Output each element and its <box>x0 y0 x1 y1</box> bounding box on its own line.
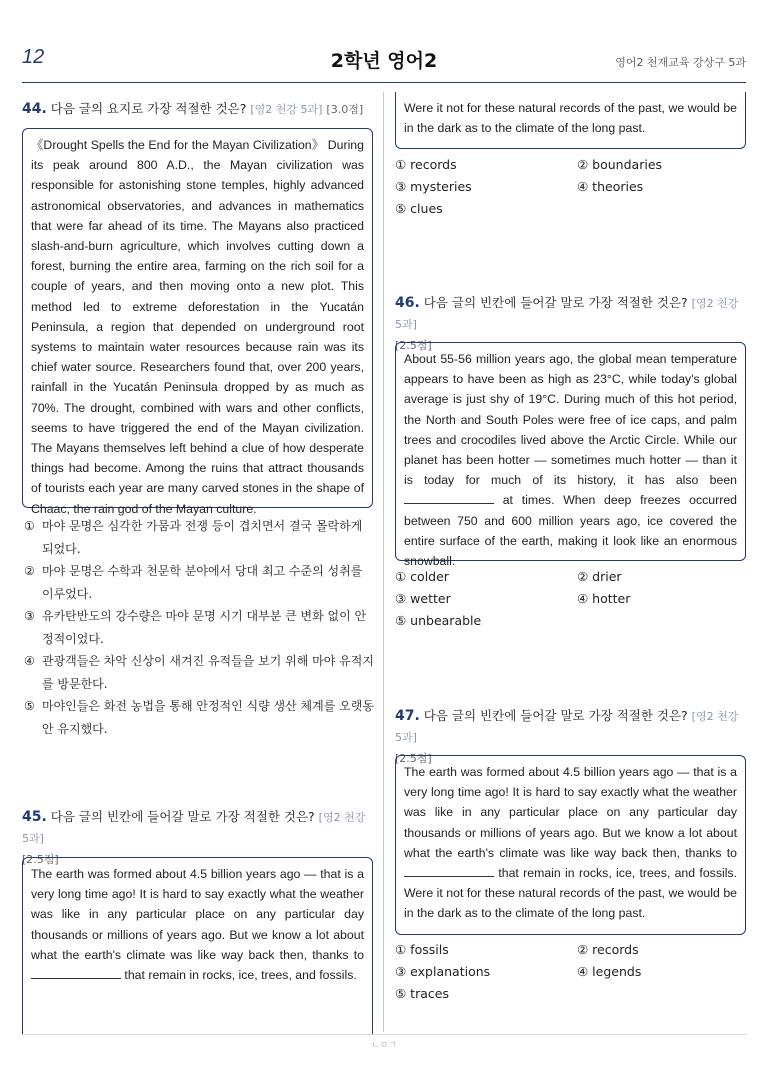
column-divider <box>383 92 384 1032</box>
q47-prompt: 다음 글의 빈칸에 들어갈 말로 가장 적절한 것은? <box>423 708 688 723</box>
q46-option-5[interactable]: ⑤ unbearable <box>395 613 482 628</box>
q46-option-4[interactable]: ④ hotter <box>577 591 631 606</box>
q46-prompt: 다음 글의 빈칸에 들어갈 말로 가장 적절한 것은? <box>423 295 688 310</box>
page-number: 12 <box>22 46 45 68</box>
q44-option-3[interactable]: ③ 유카탄반도의 강수량은 마야 문명 시기 대부분 큰 변화 없이 안정적이었다. <box>24 609 367 646</box>
q44-option-1[interactable]: ① 마야 문명은 심각한 가뭄과 전쟁 등이 겹치면서 결국 몰락하게 되었다. <box>24 519 363 556</box>
q45-points: [2.5점] <box>22 853 59 866</box>
q47-option-5[interactable]: ⑤ traces <box>395 986 449 1001</box>
q44-prompt: 다음 글의 요지로 가장 적절한 것은? <box>50 101 247 116</box>
q44-passage-box <box>22 128 373 516</box>
q47-passage-after: that remain in rocks, ice, trees, and fossils. Were it not for these natural records of the past, we would be in the dark as to the climate of the long past. <box>404 866 737 921</box>
q46-passage-after: at times. When deep freezes occurred between 750 and 600 million years ago, ice covered the entire surface of the earth, making it look like an enormous snowball. <box>404 493 737 569</box>
footer-rule <box>22 1034 746 1035</box>
q47-passage-before: The earth was formed about 4.5 billion years ago — that is a very long time ago! It is hard to say exactly what the weather was like in any particular place on any particular day thousands or millions of years ago. But we know a lot about what the earth's climate was like way back then, thanks to <box>404 765 737 860</box>
q44-options <box>24 515 374 740</box>
q46-passage-before: About 55-56 million years ago, the global mean temperature appears to have been as high as 23°C, while today's global average is just shy of 19°C. During much of this hot period, the North and South Poles were free of ice caps, and palm trees and crocodiles lived above the Arctic Circle. While our planet has been hotter — sometimes much hotter — than it is today for much of its history, it has also been <box>404 352 737 488</box>
q44-option-4[interactable]: ④ 관광객들은 차악 신상이 새겨진 유적들을 보기 위해 마야 유적지를 방문한다. <box>24 654 374 691</box>
q46-blank <box>404 491 494 504</box>
q46-option-1[interactable]: ① colder <box>395 569 449 584</box>
q44-option-2[interactable]: ② 마야 문명은 수학과 천문학 분야에서 당대 최고 수준의 성취를 이루었다. <box>24 564 363 601</box>
q45-passage-after: that remain in rocks, ice, trees, and fossils. <box>124 968 357 983</box>
page-title: 2학년 영어2 <box>330 50 438 72</box>
q47-option-4[interactable]: ④ legends <box>577 964 642 979</box>
q47-option-2[interactable]: ② records <box>577 942 639 957</box>
q47-tag: [영2 천강 5과] <box>395 710 739 744</box>
q45-passage-box <box>22 857 373 1034</box>
footer-mark: ㄴㅇㄱ <box>370 1041 398 1051</box>
q47-blank <box>404 864 494 877</box>
q45-blank <box>31 966 121 979</box>
page-header <box>0 0 768 72</box>
q46-passage-box <box>395 342 746 569</box>
q44-passage: 《Drought Spells the End for the Mayan Civilization》 During its peak around 800 A.D., the Mayan civilization was responsible for astonishing stone temples, highly advanced astronomical observatories, and advances in mathematics that were far ahead of its time. The Mayans also practiced slash-and-burn agriculture, which involves cutting down a forest, burning the entire area, farming on the rich soil for a couple of years, and then moving onto a new plot. This method led to extreme deforestation in the Yucatán Peninsula, a region that depended on underground root systems to maintain water resources because rain was its chief water source. Researchers found that, over 200 years, rainfall in the Yucatán Peninsula dropped by as much as 70%. The drought, combined with wars and other conflicts, seems to have triggered the end of the Mayan civilization. The Mayans themselves left behind a clue of how desperate things had become. Among the ruins that attract thousands of tourists each year are many carved stones in the shape of Chaac, the rain god of the Mayan culture. <box>31 138 364 516</box>
q45-prompt: 다음 글의 빈칸에 들어갈 말로 가장 적절한 것은? <box>50 809 315 824</box>
q47-option-1[interactable]: ① fossils <box>395 942 449 957</box>
q45-option-4[interactable]: ④ theories <box>577 179 644 194</box>
q46-option-2[interactable]: ② drier <box>577 569 622 584</box>
q44-tag: [영2 천강 5과] <box>250 103 323 116</box>
q45-tag: [영2 천강 5과] <box>22 811 366 845</box>
q47-number: 47. <box>395 708 420 724</box>
q44-option-5[interactable]: ⑤ 마야인들은 화전 농법을 통해 안정적인 식량 생산 체계를 오랫동안 유지했다. <box>24 699 374 736</box>
q47-options <box>395 939 759 1005</box>
q45-option-3[interactable]: ③ mysteries <box>395 179 472 194</box>
q46-points: [2.5점] <box>395 339 432 352</box>
q44-points: [3.0점] <box>326 103 364 116</box>
q46-tag: [영2 천강 5과] <box>395 297 739 331</box>
q45-option-2[interactable]: ② boundaries <box>577 157 663 172</box>
q44-header <box>22 99 372 120</box>
q45-options <box>395 154 759 220</box>
q47-points: [2.5점] <box>395 752 432 765</box>
course-label: 영어2 천재교육 강상구 5과 <box>615 56 746 69</box>
q45-passage-before: The earth was formed about 4.5 billion years ago — that is a very long time ago! It is hard to say exactly what the weather was like in any particular place on any particular day thousands or millions of years ago. But we know a lot about what the earth's climate was like way back then, thanks to <box>31 867 364 962</box>
q46-options <box>395 566 759 632</box>
q45-continued-text: Were it not for these natural records of the past, we would be in the dark as to the climate of the long past. <box>404 101 737 136</box>
q45-passage-continued <box>395 92 746 149</box>
q44-number: 44. <box>22 101 47 117</box>
header-rule <box>22 82 746 83</box>
q46-option-3[interactable]: ③ wetter <box>395 591 451 606</box>
q47-option-3[interactable]: ③ explanations <box>395 964 491 979</box>
q46-number: 46. <box>395 295 420 311</box>
q45-number: 45. <box>22 809 47 825</box>
q45-option-1[interactable]: ① records <box>395 157 457 172</box>
q47-passage-box <box>395 755 746 935</box>
q45-option-5[interactable]: ⑤ clues <box>395 201 443 216</box>
